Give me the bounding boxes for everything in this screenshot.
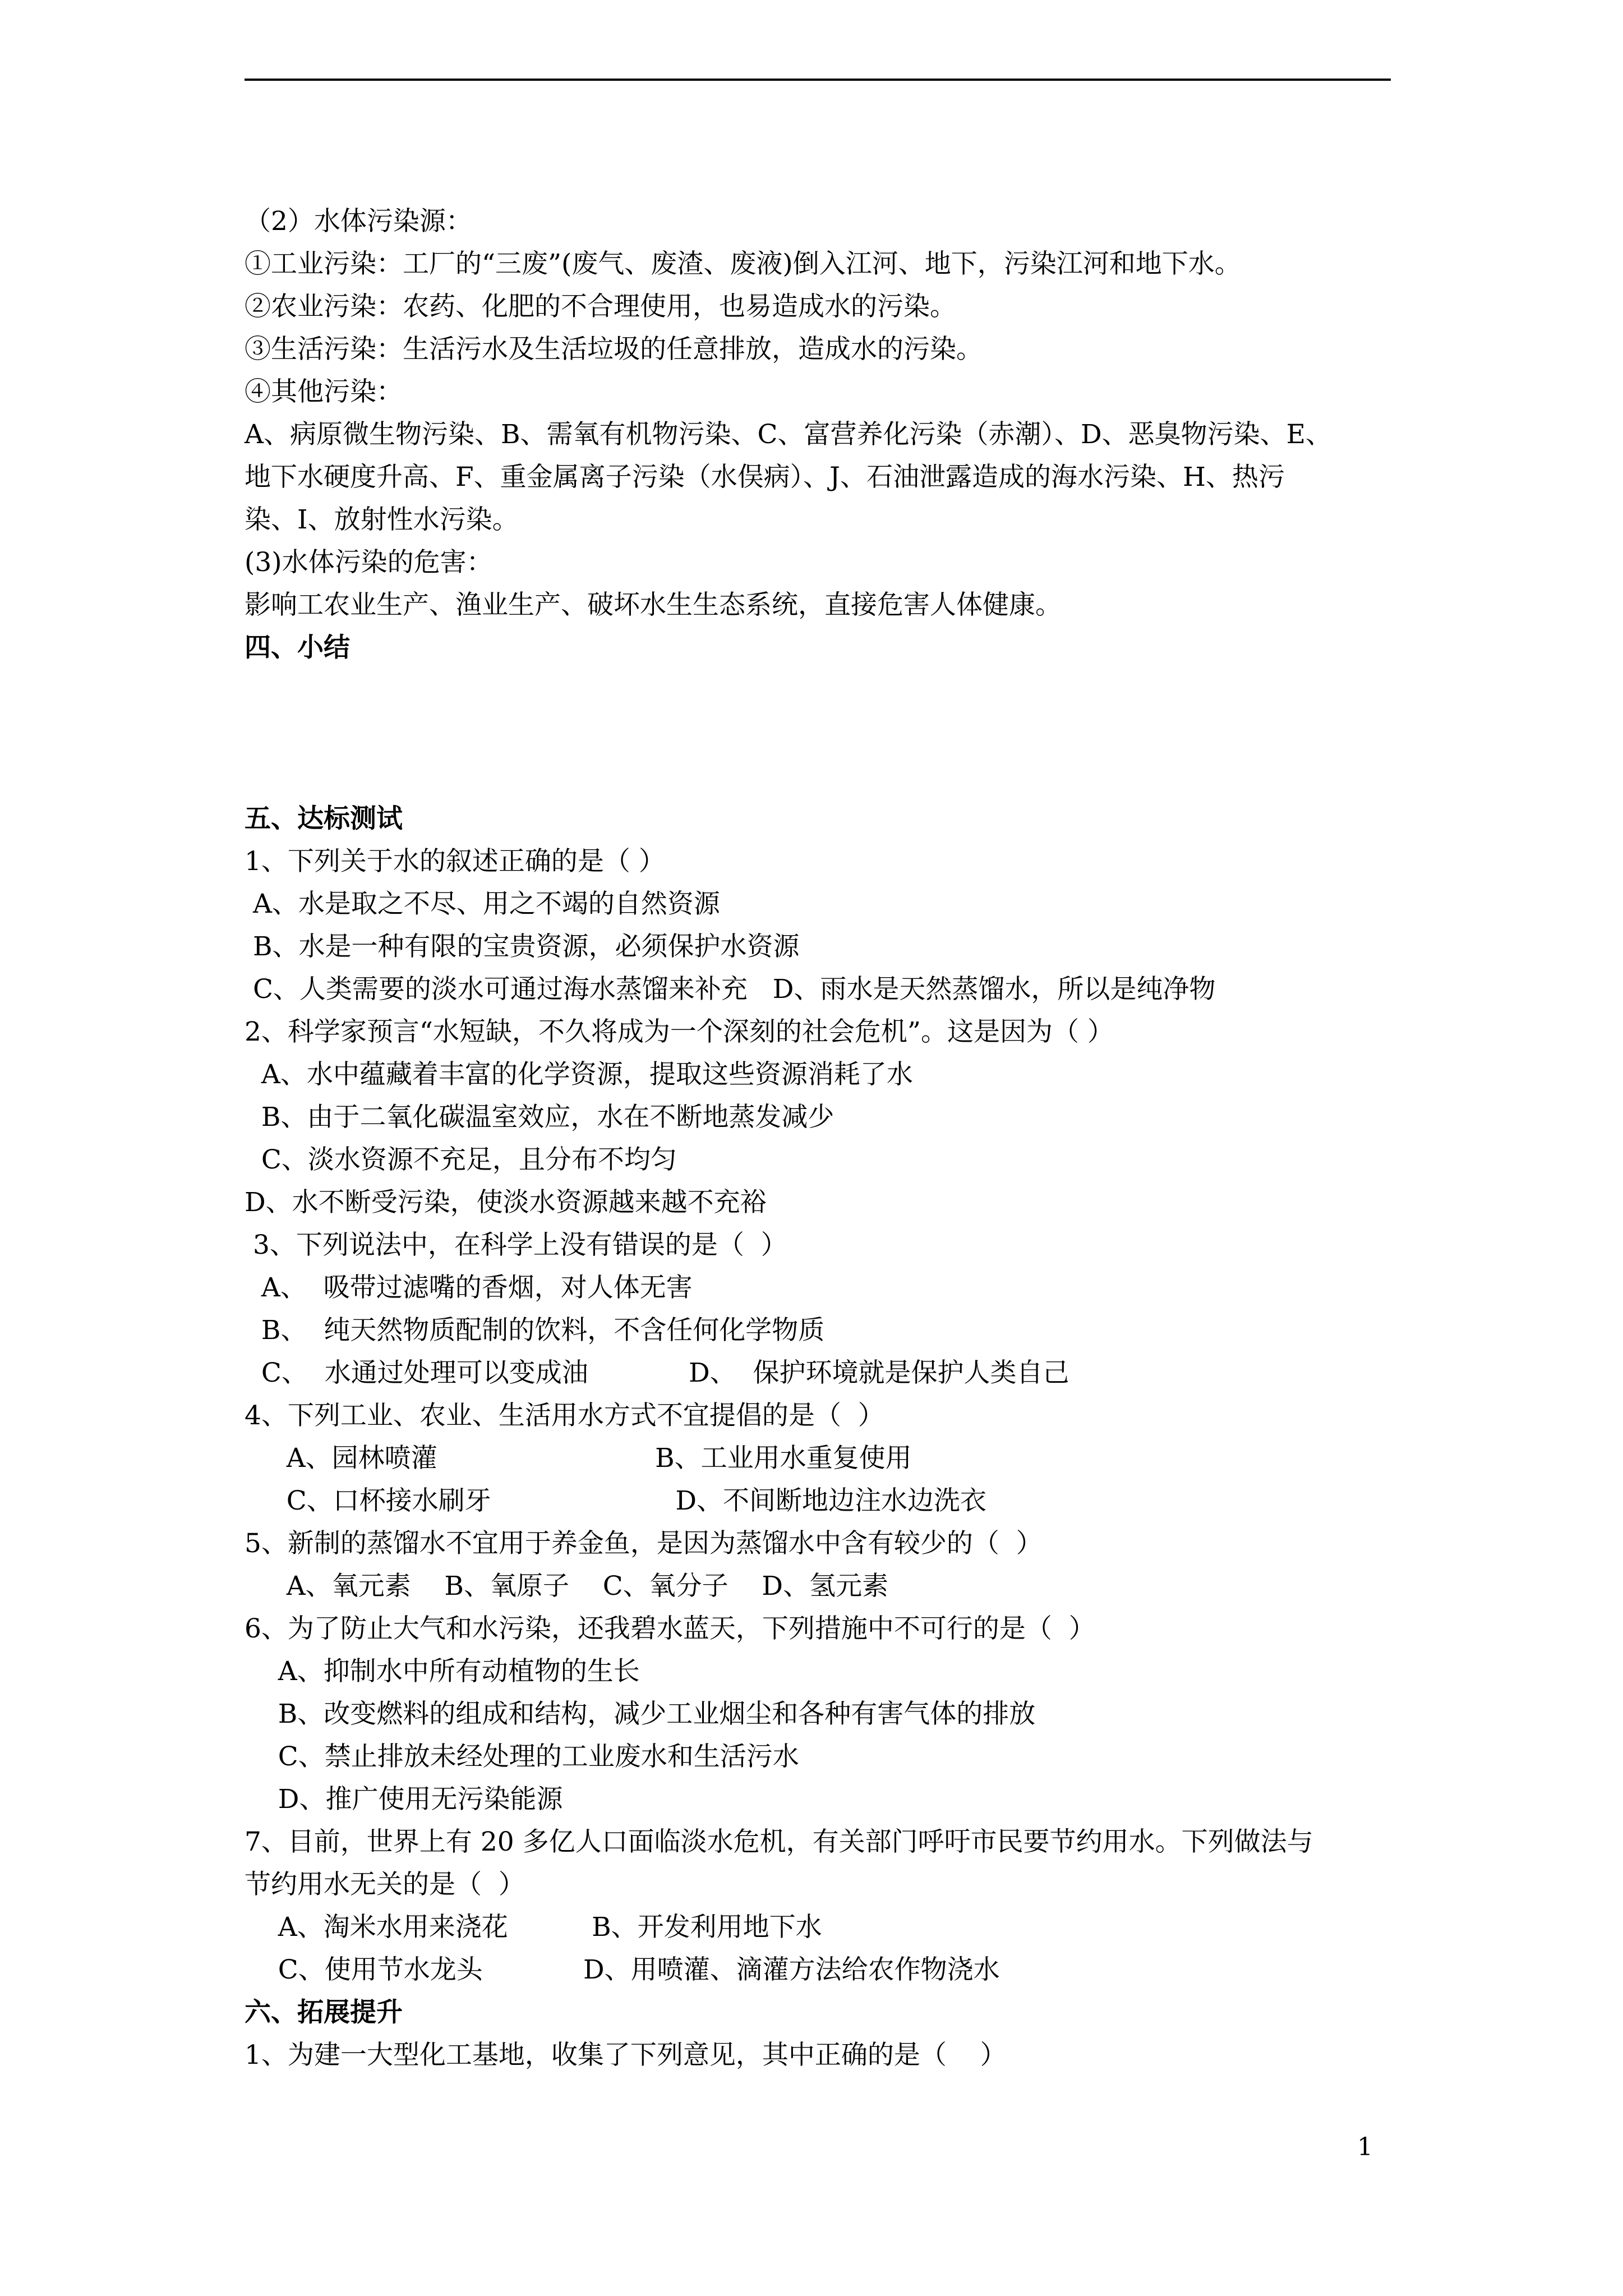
question-4-options-ab: A、园林喷灌 B、工业用水重复使用 bbox=[245, 1443, 912, 1474]
agricultural-pollution: ②农业污染：农药、化肥的不合理使用，也易造成水的污染。 bbox=[245, 291, 956, 322]
question-7-options-cd: C、使用节水龙头 D、用喷灌、滴灌方法给农作物浇水 bbox=[245, 1954, 1000, 1985]
question-2-option-d: D、水不断受污染，使淡水资源越来越不充裕 bbox=[245, 1187, 767, 1218]
other-pollution-line: 地下水硬度升高、F、重金属离子污染（水俣病）、J、石油泄露造成的海水污染、H、热污 bbox=[245, 462, 1285, 493]
question-1-options-cd: C、人类需要的淡水可通过海水蒸馏来补充 D、雨水是天然蒸馏水，所以是纯净物 bbox=[245, 974, 1216, 1005]
pollution-harm-title: (3)水体污染的危害： bbox=[245, 547, 493, 578]
question-2: 2、科学家预言“水短缺，不久将成为一个深刻的社会危机”。这是因为（ ） bbox=[245, 1016, 1114, 1047]
water-pollution-source-title: （2）水体污染源： bbox=[245, 206, 472, 237]
question-6-option-a: A、抑制水中所有动植物的生长 bbox=[245, 1656, 640, 1687]
question-1: 1、下列关于水的叙述正确的是（ ） bbox=[245, 846, 665, 877]
question-1-option-a: A、水是取之不尽、用之不竭的自然资源 bbox=[245, 889, 720, 919]
page-number: 1 bbox=[1357, 2133, 1373, 2161]
question-3-options-cd: C、 水通过处理可以变成油 D、 保护环境就是保护人类自己 bbox=[245, 1358, 1069, 1388]
domestic-pollution: ③生活污染：生活污水及生活垃圾的任意排放，造成水的污染。 bbox=[245, 334, 983, 365]
question-4: 4、下列工业、农业、生活用水方式不宜提倡的是（ ） bbox=[245, 1400, 884, 1431]
question-3: 3、下列说法中，在科学上没有错误的是（ ） bbox=[245, 1230, 787, 1260]
standard-test-heading: 五、达标测试 bbox=[245, 803, 403, 834]
question-3-option-a: A、 吸带过滤嘴的香烟，对人体无害 bbox=[245, 1272, 693, 1303]
header-rule bbox=[245, 79, 1391, 81]
question-6: 6、为了防止大气和水污染，还我碧水蓝天，下列措施中不可行的是（ ） bbox=[245, 1613, 1095, 1644]
other-pollution-title: ④其他污染： bbox=[245, 376, 403, 407]
extension-question-1: 1、为建一大型化工基地，收集了下列意见，其中正确的是（ ） bbox=[245, 2040, 1007, 2070]
question-7-continued: 节约用水无关的是（ ） bbox=[245, 1869, 525, 1900]
question-6-option-c: C、禁止排放未经处理的工业废水和生活污水 bbox=[245, 1741, 799, 1772]
question-3-option-b: B、 纯天然物质配制的饮料，不含任何化学物质 bbox=[245, 1315, 825, 1346]
question-5-options: A、氧元素 B、氧原子 C、氧分子 D、氢元素 bbox=[245, 1571, 889, 1602]
other-pollution-line: A、病原微生物污染、B、需氧有机物污染、C、富营养化污染（赤潮）、D、恶臭物污染、E、 bbox=[245, 419, 1332, 450]
question-7-options-ab: A、淘米水用来浇花 B、开发利用地下水 bbox=[245, 1912, 822, 1943]
question-7: 7、目前，世界上有 20 多亿人口面临淡水危机，有关部门呼吁市民要节约用水。下列做法与 bbox=[245, 1826, 1313, 1857]
extension-heading: 六、拓展提升 bbox=[245, 1997, 403, 2028]
question-2-option-a: A、水中蕴藏着丰富的化学资源，提取这些资源消耗了水 bbox=[245, 1059, 913, 1090]
other-pollution-line: 染、I、放射性水污染。 bbox=[245, 504, 519, 535]
question-5: 5、新制的蒸馏水不宜用于养金鱼，是因为蒸馏水中含有较少的（ ） bbox=[245, 1528, 1043, 1559]
question-2-option-c: C、淡水资源不充足，且分布不均匀 bbox=[245, 1144, 677, 1175]
pollution-harm-text: 影响工农业生产、渔业生产、破坏水生生态系统，直接危害人体健康。 bbox=[245, 590, 1062, 620]
question-4-options-cd: C、口杯接水刷牙 D、不间断地边注水边洗衣 bbox=[245, 1485, 987, 1516]
question-2-option-b: B、由于二氧化碳温室效应，水在不断地蒸发减少 bbox=[245, 1102, 834, 1133]
question-6-option-d: D、推广使用无污染能源 bbox=[245, 1784, 563, 1815]
summary-heading: 四、小结 bbox=[245, 632, 350, 663]
question-6-option-b: B、改变燃料的组成和结构，减少工业烟尘和各种有害气体的排放 bbox=[245, 1699, 1036, 1729]
question-1-option-b: B、水是一种有限的宝贵资源，必须保护水资源 bbox=[245, 931, 800, 962]
industrial-pollution: ①工业污染：工厂的“三废”(废气、废渣、废液)倒入江河、地下，污染江河和地下水。 bbox=[245, 249, 1241, 279]
